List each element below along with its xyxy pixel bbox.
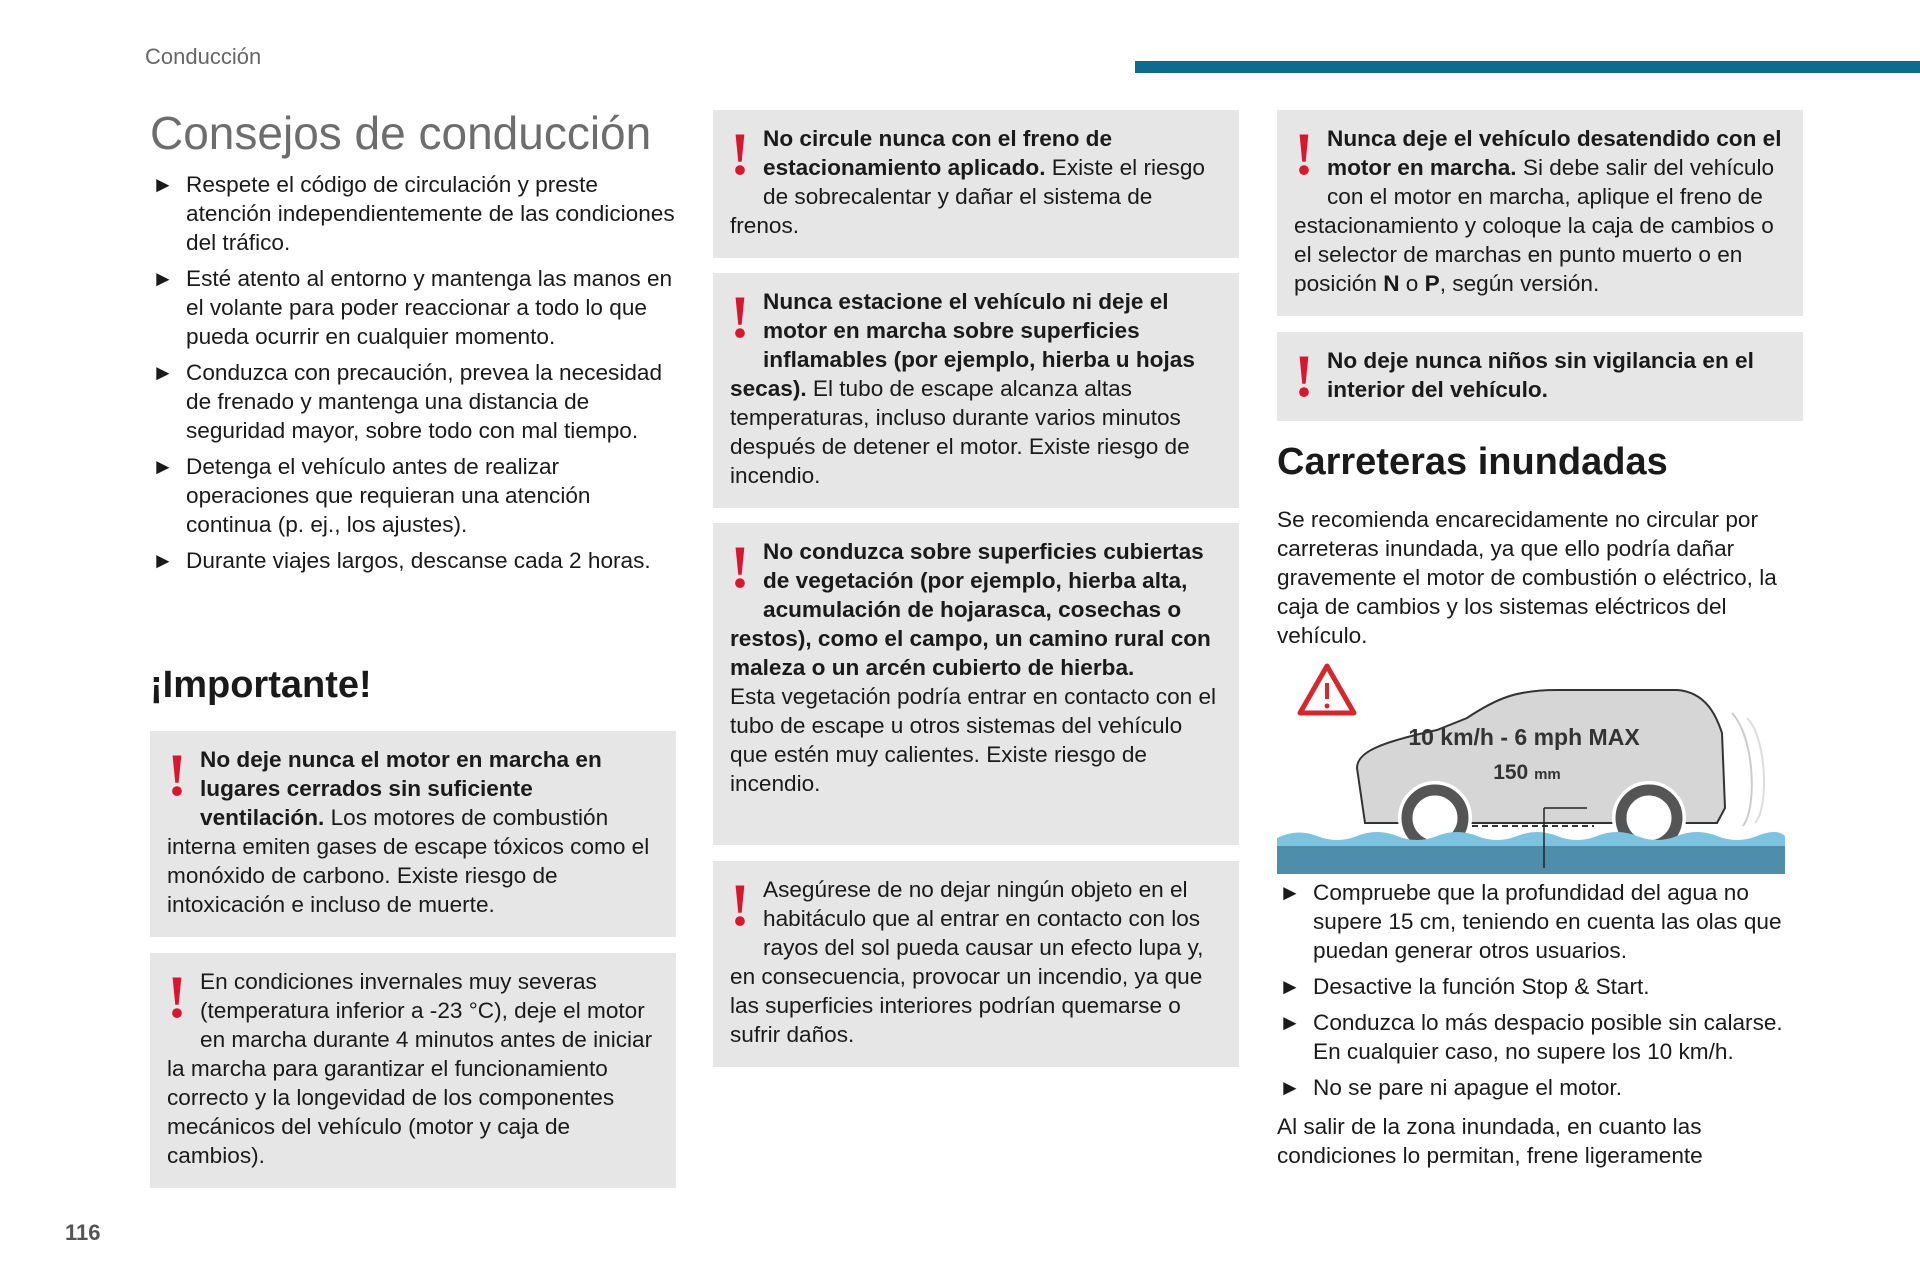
warning-icon: ! (730, 534, 750, 600)
column-1 (150, 106, 676, 582)
arrow-bullet-icon: ► (1279, 1010, 1301, 1035)
warning-icon: ! (167, 742, 187, 808)
arrow-bullet-icon: ► (1279, 974, 1301, 999)
list-item: ► Desactive la función Stop & Start. (1279, 974, 1650, 999)
warning-icon: ! (730, 284, 750, 350)
warning-icon: ! (1294, 343, 1314, 409)
warning-icon: ! (730, 121, 750, 187)
list-item: ► No se pare ni apague el motor. (1279, 1075, 1622, 1100)
warning-icon: ! (730, 872, 750, 938)
warning-box: ! No deje nunca niños sin vigilancia en el interior del vehículo. (1277, 332, 1803, 421)
warning-box: ! Nunca estacione el vehículo ni deje el motor en marcha sobre superficies inflamables (por ejemplo, hierba u hojas secas). El tubo de escape alcanza altas temperaturas, incluso durante varios minutos después de detener el motor. Existe riesgo de incendio. (713, 273, 1239, 508)
speed-limit-label: 10 km/h - 6 mph MAX (1408, 724, 1640, 750)
warning-box: ! No conduzca sobre superficies cubiertas de vegetación (por ejemplo, hierba alta, acumulación de hojarasca, cosechas o restos), como el campo, un camino rural con maleza o un arcén cubierto de hierba. Esta vegetación podría entrar en contacto con el tubo de escape u otros sistemas del vehículo que estén muy calientes. Existe riesgo de incendio. (713, 523, 1239, 845)
page-title: Consejos de conducción (150, 107, 652, 159)
closing-paragraph: Al salir de la zona inundada, en cuanto las condiciones lo permitan, frene ligeramente (1277, 1114, 1703, 1168)
accent-bar (1135, 61, 1920, 73)
list-item: ► Conduzca lo más despacio posible sin calarse. En cualquier caso, no supere los 10 km/h. (1279, 1010, 1783, 1064)
arrow-bullet-icon: ► (152, 360, 174, 385)
tips-list (150, 170, 676, 575)
warning-icon: ! (1294, 121, 1314, 187)
list-item: ► Durante viajes largos, descanse cada 2 horas. (152, 548, 651, 573)
arrow-bullet-icon: ► (152, 266, 174, 291)
arrow-bullet-icon: ► (152, 548, 174, 573)
arrow-bullet-icon: ► (152, 172, 174, 197)
list-item: ► Respete el código de circulación y preste atención independientemente de las condiciones del tráfico. (152, 172, 675, 255)
warning-triangle-icon (1300, 666, 1354, 713)
warning-box: ! No circule nunca con el freno de estacionamiento aplicado. Existe el riesgo de sobrecalentar y dañar el sistema de frenos. (713, 110, 1239, 258)
warning-icon: ! (167, 964, 187, 1030)
list-item: ► Conduzca con precaución, prevea la necesidad de frenado y mantenga una distancia de seguridad mayor, sobre todo con mal tiempo. (152, 360, 663, 443)
arrow-bullet-icon: ► (1279, 880, 1301, 905)
arrow-bullet-icon: ► (1279, 1075, 1301, 1100)
flood-tips-list (1277, 878, 1803, 1102)
list-item: ► Detenga el vehículo antes de realizar operaciones que requieran una atención continua (p. ej., los ajustes). (152, 454, 591, 537)
section-label: Conducción (145, 44, 262, 69)
list-item: ► Esté atento al entorno y mantenga las manos en el volante para poder reaccionar a todo lo que pueda ocurrir en cualquier momento. (152, 266, 673, 349)
page-number: 116 (65, 1220, 101, 1245)
arrow-bullet-icon: ► (152, 454, 174, 479)
flood-intro: Se recomienda encarecidamente no circular por carreteras inundada, ya que ello podría dañar gravemente el motor de combustión o eléctrico, la caja de cambios y los sistemas eléctricos del vehículo. (1277, 507, 1777, 648)
list-item: ► Compruebe que la profundidad del agua no supere 15 cm, teniendo en cuenta las olas que puedan generar otros usuarios. (1279, 880, 1782, 963)
warning-box: ! En condiciones invernales muy severas (temperatura inferior a -23 °C), deje el motor en marcha durante 4 minutos antes de iniciar la marcha para garantizar el funcionamiento correcto y la longevidad de los componentes mecánicos del vehículo (motor y caja de cambios). (150, 953, 676, 1188)
warning-box: ! Nunca deje el vehículo desatendido con el motor en marcha. Si debe salir del vehículo con el motor en marcha, aplique el freno de estacionamiento y coloque la caja de cambios o el selector de marchas en punto muerto o en posición N o P, según versión. (1277, 110, 1803, 316)
depth-label: 150 mm (1493, 761, 1561, 784)
warning-box: ! Asegúrese de no dejar ningún objeto en el habitáculo que al entrar en contacto con los rayos del sol pueda causar un efecto lupa y, en consecuencia, provocar un incendio, ya que las superficies interiores podrían quemarse o sufrir daños. (713, 861, 1239, 1067)
flooded-road-illustration (1277, 658, 1785, 874)
flood-tips (1277, 878, 1803, 1170)
flood-heading: Carreteras inundadas (1277, 441, 1668, 483)
important-heading: ¡Importante! (150, 664, 372, 706)
warning-box: ! No deje nunca el motor en marcha en lugares cerrados sin suficiente ventilación. Los motores de combustión interna emiten gases de escape tóxicos como el monóxido de carbono. Existe riesgo de intoxicación e incluso de muerte. (150, 731, 676, 937)
